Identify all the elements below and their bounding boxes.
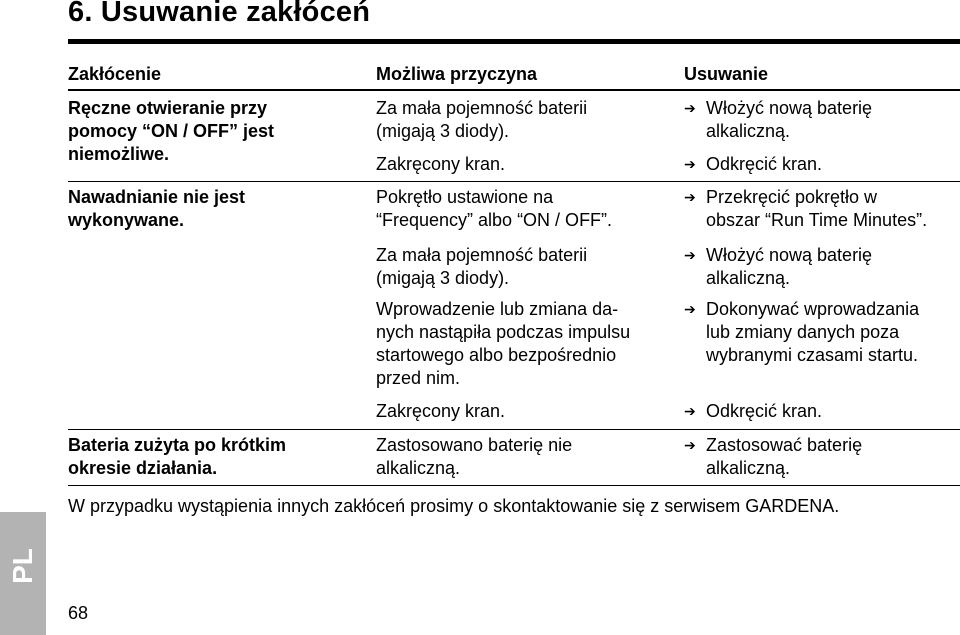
cause-line: Pokrętło ustawione na	[376, 187, 554, 207]
problem-line: niemożliwe.	[68, 144, 170, 164]
table-bottom-rule	[68, 485, 960, 486]
cause-cell	[376, 400, 505, 423]
remedy-line: alkaliczną.	[706, 268, 791, 288]
language-tab-label: PL	[7, 548, 38, 584]
cause-line: alkaliczną.	[376, 458, 461, 478]
page-number: 68	[68, 603, 89, 623]
arrow-right-icon: ➔	[684, 437, 696, 453]
remedy-line: alkaliczną.	[706, 121, 791, 141]
remedy-line: Odkręcić kran.	[706, 401, 823, 421]
cause-cell	[376, 186, 612, 232]
remedy-line: obszar “Run Time Minutes”.	[706, 210, 928, 230]
problem-cell	[68, 434, 286, 480]
remedy-text	[706, 434, 862, 480]
header-problem: Zakłócenie	[68, 64, 162, 84]
remedy-text	[706, 186, 927, 232]
problem-line: pomocy “ON / OFF” jest	[68, 121, 275, 141]
remedy-cell	[684, 400, 822, 423]
remedy-cell	[684, 153, 822, 176]
cause-line: (migają 3 diody).	[376, 268, 510, 288]
cause-line: startowego albo bezpośrednio	[376, 345, 617, 365]
cause-line: nych nastąpiła podczas impulsu	[376, 322, 631, 342]
title-rule	[68, 39, 960, 44]
footer-note: W przypadku wystąpienia innych zakłóceń prosimy o skontaktowanie się z serwisem GARDENA.	[68, 496, 840, 516]
remedy-line: Odkręcić kran.	[706, 154, 823, 174]
remedy-cell	[684, 244, 872, 290]
problem-line: Nawadnianie nie jest	[68, 187, 246, 207]
cause-line: przed nim.	[376, 368, 461, 388]
cause-cell	[376, 434, 572, 480]
remedy-cell	[684, 298, 919, 367]
cause-cell	[376, 298, 630, 390]
remedy-text	[706, 153, 822, 176]
cause-line: Wprowadzenie lub zmiana da-	[376, 299, 619, 319]
remedy-line: Przekręcić pokrętło w	[706, 187, 878, 207]
problem-line: Bateria zużyta po krótkim	[68, 435, 287, 455]
problem-cell	[68, 186, 245, 232]
page-title: 6. Usuwanie zakłóceń	[68, 0, 371, 28]
remedy-text	[706, 97, 872, 143]
remedy-line: lub zmiany danych poza	[706, 322, 900, 342]
remedy-cell	[684, 434, 862, 480]
cause-line: Zastosowano baterię nie	[376, 435, 573, 455]
cause-line: Za mała pojemność baterii	[376, 245, 588, 265]
cause-line: “Frequency” albo “ON / OFF”.	[376, 210, 613, 230]
arrow-right-icon: ➔	[684, 247, 696, 263]
arrow-right-icon: ➔	[684, 100, 696, 116]
cause-line: Zakręcony kran.	[376, 154, 506, 174]
cause-cell	[376, 97, 587, 143]
remedy-text	[706, 298, 919, 367]
remedy-line: Dokonywać wprowadzania	[706, 299, 920, 319]
arrow-right-icon: ➔	[684, 403, 696, 419]
cause-cell	[376, 244, 587, 290]
cause-line: Zakręcony kran.	[376, 401, 506, 421]
arrow-right-icon: ➔	[684, 189, 696, 205]
row-separator	[68, 181, 960, 182]
header-rule	[68, 89, 960, 91]
problem-cell	[68, 97, 274, 166]
remedy-line: alkaliczną.	[706, 458, 791, 478]
remedy-cell	[684, 97, 872, 143]
cause-line: Za mała pojemność baterii	[376, 98, 588, 118]
header-remedy: Usuwanie	[684, 64, 769, 84]
remedy-line: Włożyć nową baterię	[706, 98, 873, 118]
remedy-line: Zastosować baterię	[706, 435, 863, 455]
problem-line: wykonywane.	[68, 210, 185, 230]
arrow-right-icon: ➔	[684, 156, 696, 172]
remedy-text	[706, 244, 872, 290]
problem-line: okresie działania.	[68, 458, 218, 478]
problem-line: Ręczne otwieranie przy	[68, 98, 268, 118]
cause-line: (migają 3 diody).	[376, 121, 510, 141]
arrow-right-icon: ➔	[684, 301, 696, 317]
remedy-cell	[684, 186, 927, 232]
row-separator	[68, 429, 960, 430]
remedy-text	[706, 400, 822, 423]
header-cause: Możliwa przyczyna	[376, 64, 538, 84]
remedy-line: Włożyć nową baterię	[706, 245, 873, 265]
cause-cell	[376, 153, 505, 176]
remedy-line: wybranymi czasami startu.	[706, 345, 919, 365]
